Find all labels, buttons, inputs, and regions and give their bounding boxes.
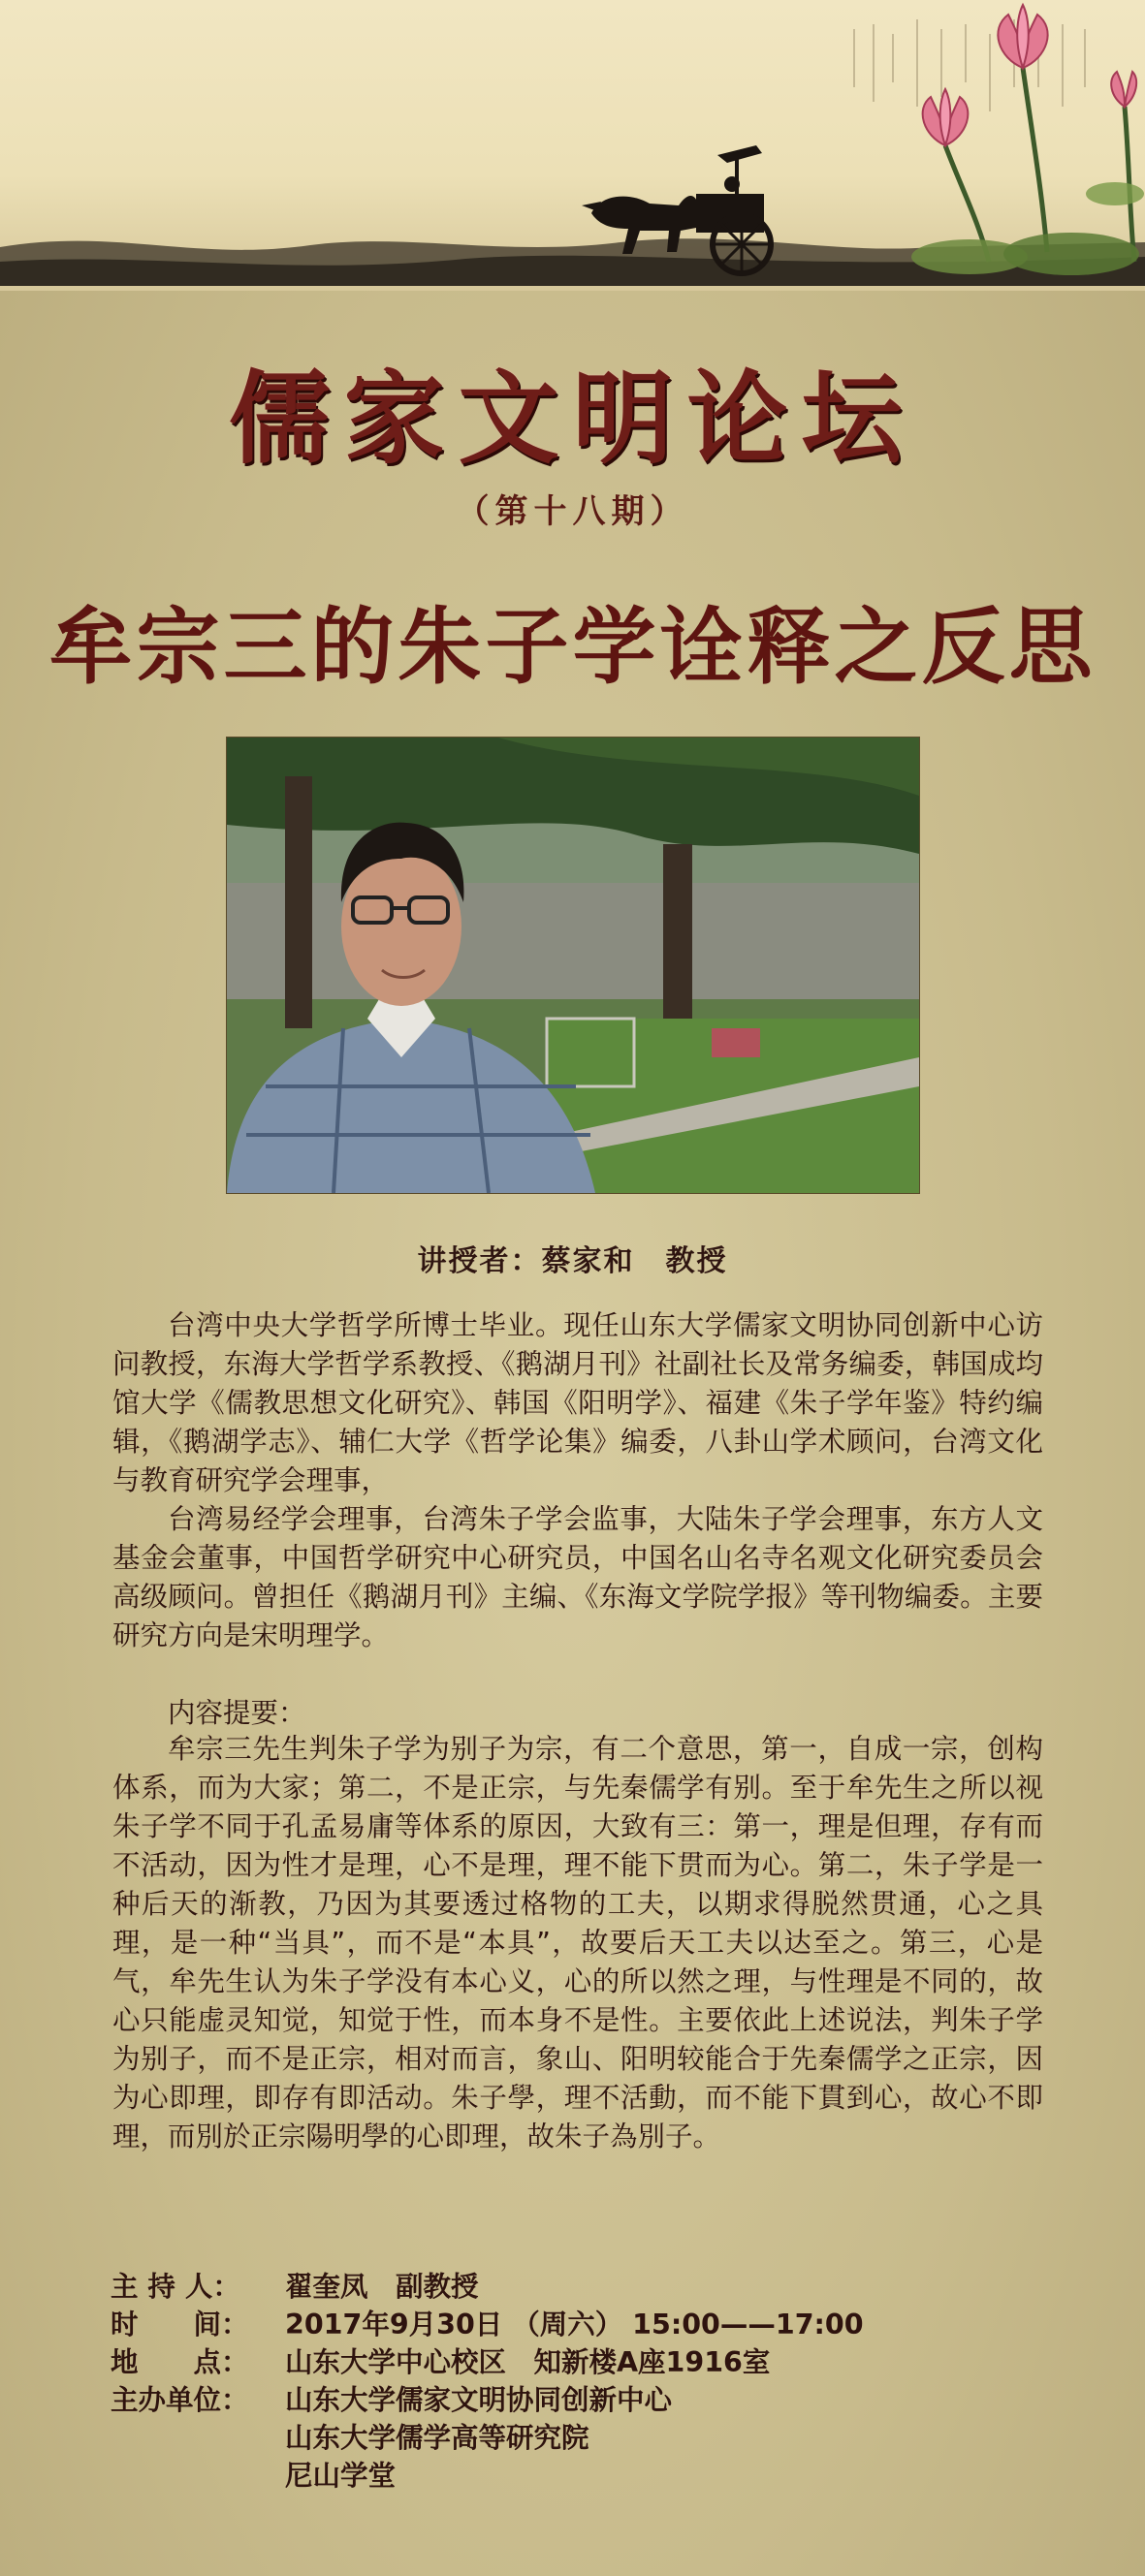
speaker-photo-image [227, 738, 919, 1193]
organizer-item: 尼山学堂 [285, 2460, 397, 2492]
chariot-icon [572, 136, 814, 281]
host-label: 主 持 人： [111, 2271, 240, 2303]
organizer-list [285, 2381, 672, 2495]
host-value: 翟奎凤 副教授 [285, 2271, 479, 2303]
speaker-photo [226, 737, 920, 1194]
place-label: 地 点： [111, 2346, 249, 2378]
time-row [111, 2306, 1041, 2343]
issue-number: （第十八期） [456, 492, 689, 531]
speaker-bio [112, 1306, 1043, 1655]
place-value: 山东大学中心校区 知新楼A座1916室 [285, 2346, 771, 2378]
summary-heading: 内容提要： [168, 1697, 306, 1729]
organizer-label: 主办单位： [111, 2384, 249, 2416]
lecture-title: 牟宗三的朱子学诠释之反思 [48, 599, 1097, 696]
header-painting [0, 0, 1145, 291]
organizer-row [111, 2381, 1041, 2495]
time-value: 2017年9月30日 （周六） 15:00——17:00 [285, 2309, 864, 2340]
bio-paragraph: 台湾易经学会理事，台湾朱子学会监事，大陆朱子学会理事，东方人文基金会董事，中国哲学研究中心研究员，中国名山名寺名观文化研究委员会高级顾问。曾担任《鹅湖月刊》主编、《东海文学院学报》等刊物编委。主要研究方向是宋明理学。 [112, 1503, 1043, 1651]
lecture-summary [112, 1730, 1043, 2156]
bio-paragraph: 台湾中央大学哲学所博士毕业。现任山东大学儒家文明协同创新中心访问教授，东海大学哲学系教授、《鹅湖月刊》社副社长及常务编委，韩国成均馆大学《儒教思想文化研究》、韩国《阳明学》、福建《朱子学年鉴》特约编辑，《鹅湖学志》、辅仁大学《哲学论集》编委，八卦山学术顾问，台湾文化与教育研究学会理事， [112, 1309, 1043, 1496]
lotus-icon [853, 0, 1145, 291]
organizer-item: 山东大学儒家文明协同创新中心 [285, 2384, 673, 2416]
forum-title: 儒家文明论坛 [229, 359, 916, 478]
speaker-line: 讲授者：蔡家和 教授 [417, 1244, 728, 1278]
event-info [111, 2268, 1041, 2495]
organizer-item: 山东大学儒学高等研究院 [285, 2422, 589, 2454]
place-row [111, 2343, 1041, 2381]
time-label: 时 间： [111, 2309, 249, 2340]
summary-paragraph: 牟宗三先生判朱子学为别子为宗，有二个意思，第一，自成一宗，创构体系，而为大家；第二，不是正宗，与先秦儒学有别。至于牟先生之所以视朱子学不同于孔孟易庸等体系的原因，大致有三：第一，理是但理，存有而不活动，因为性才是理，心不是理，理不能下贯而为心。第二，朱子学是一种后天的渐教，乃因为其要透过格物的工夫，以期求得脱然贯通，心之具理，是一种“当具”，而不是“本具”，故要后天工夫以达至之。第三，心是气，牟先生认为朱子学没有本心义，心的所以然之理，与性理是不同的，故心只能虚灵知觉，知觉于性，而本身不是性。主要依此上述说法，判朱子学为别子，而不是正宗，相对而言，象山、阳明较能合于先秦儒学之正宗，因为心即理，即存有即活动。朱子學，理不活動，而不能下貫到心，故心不即理，而別於正宗陽明學的心即理，故朱子為別子。 [112, 1733, 1043, 2152]
host-row [111, 2268, 1041, 2306]
